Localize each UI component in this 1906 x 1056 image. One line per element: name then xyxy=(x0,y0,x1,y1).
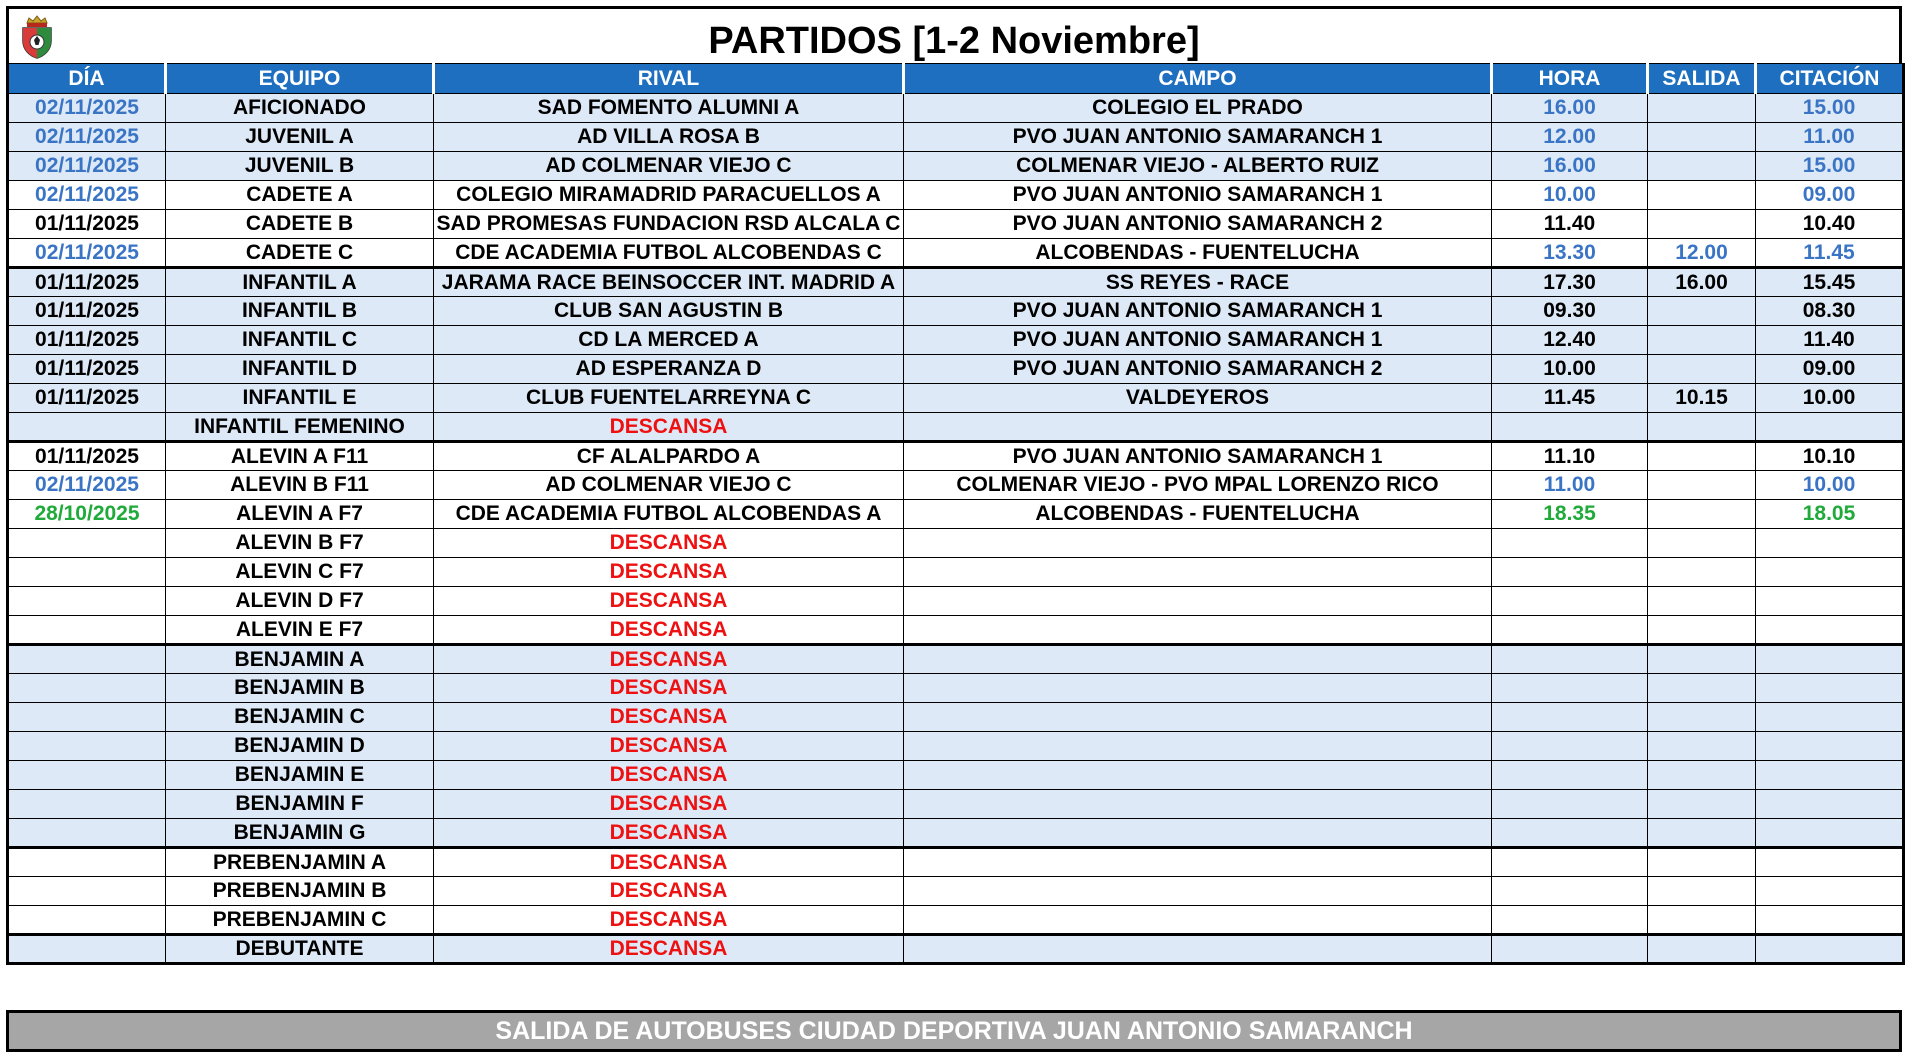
table-row xyxy=(8,442,1904,471)
cell-salida xyxy=(1648,790,1756,819)
cell-rival: DESCANSA xyxy=(434,529,904,558)
cell-hora xyxy=(1492,906,1648,935)
cell-campo xyxy=(904,790,1492,819)
cell-rival: DESCANSA xyxy=(434,645,904,674)
cell-rival: AD VILLA ROSA B xyxy=(434,123,904,152)
cell-citacion xyxy=(1756,703,1904,732)
cell-dia: 02/11/2025 xyxy=(8,181,166,210)
cell-rival: COLEGIO MIRAMADRID PARACUELLOS A xyxy=(434,181,904,210)
cell-campo xyxy=(904,819,1492,848)
column-header-equipo: EQUIPO xyxy=(166,64,434,94)
cell-campo xyxy=(904,413,1492,442)
cell-salida xyxy=(1648,181,1756,210)
cell-citacion: 08.30 xyxy=(1756,297,1904,326)
cell-salida xyxy=(1648,703,1756,732)
cell-dia xyxy=(8,761,166,790)
cell-hora xyxy=(1492,645,1648,674)
cell-equipo: JUVENIL B xyxy=(166,152,434,181)
cell-rival: DESCANSA xyxy=(434,935,904,964)
cell-hora xyxy=(1492,790,1648,819)
cell-citacion: 15.45 xyxy=(1756,268,1904,297)
cell-citacion xyxy=(1756,616,1904,645)
table-row xyxy=(8,761,1904,790)
cell-salida xyxy=(1648,529,1756,558)
cell-citacion: 10.10 xyxy=(1756,442,1904,471)
table-row xyxy=(8,877,1904,906)
cell-rival: SAD FOMENTO ALUMNI A xyxy=(434,94,904,123)
cell-hora xyxy=(1492,877,1648,906)
table-row xyxy=(8,326,1904,355)
cell-rival: DESCANSA xyxy=(434,906,904,935)
cell-equipo: BENJAMIN B xyxy=(166,674,434,703)
cell-citacion xyxy=(1756,645,1904,674)
table-row xyxy=(8,674,1904,703)
table-row xyxy=(8,587,1904,616)
cell-dia xyxy=(8,674,166,703)
cell-campo: PVO JUAN ANTONIO SAMARANCH 2 xyxy=(904,355,1492,384)
cell-hora xyxy=(1492,935,1648,964)
cell-campo: ALCOBENDAS - FUENTELUCHA xyxy=(904,500,1492,529)
cell-hora xyxy=(1492,732,1648,761)
cell-hora: 18.35 xyxy=(1492,500,1648,529)
cell-campo xyxy=(904,587,1492,616)
cell-rival: CD LA MERCED A xyxy=(434,326,904,355)
cell-equipo: AFICIONADO xyxy=(166,94,434,123)
cell-dia: 02/11/2025 xyxy=(8,239,166,268)
cell-hora xyxy=(1492,703,1648,732)
cell-dia: 01/11/2025 xyxy=(8,326,166,355)
cell-dia xyxy=(8,587,166,616)
table-row xyxy=(8,703,1904,732)
cell-campo xyxy=(904,732,1492,761)
table-row xyxy=(8,500,1904,529)
cell-campo xyxy=(904,616,1492,645)
cell-dia xyxy=(8,790,166,819)
cell-dia: 01/11/2025 xyxy=(8,355,166,384)
column-header-citacion: CITACIÓN xyxy=(1756,64,1904,94)
cell-rival: DESCANSA xyxy=(434,413,904,442)
cell-dia: 02/11/2025 xyxy=(8,471,166,500)
cell-campo: COLMENAR VIEJO - ALBERTO RUIZ xyxy=(904,152,1492,181)
cell-equipo: DEBUTANTE xyxy=(166,935,434,964)
cell-rival: DESCANSA xyxy=(434,790,904,819)
cell-dia xyxy=(8,703,166,732)
cell-salida xyxy=(1648,848,1756,877)
cell-rival: CLUB SAN AGUSTIN B xyxy=(434,297,904,326)
table-row xyxy=(8,181,1904,210)
cell-citacion: 18.05 xyxy=(1756,500,1904,529)
cell-salida xyxy=(1648,442,1756,471)
table-row xyxy=(8,906,1904,935)
cell-hora xyxy=(1492,819,1648,848)
cell-hora xyxy=(1492,616,1648,645)
cell-dia xyxy=(8,645,166,674)
cell-citacion: 09.00 xyxy=(1756,181,1904,210)
cell-campo: VALDEYEROS xyxy=(904,384,1492,413)
cell-rival: DESCANSA xyxy=(434,616,904,645)
cell-campo: PVO JUAN ANTONIO SAMARANCH 1 xyxy=(904,181,1492,210)
cell-equipo: BENJAMIN E xyxy=(166,761,434,790)
cell-campo: PVO JUAN ANTONIO SAMARANCH 1 xyxy=(904,123,1492,152)
cell-rival: CDE ACADEMIA FUTBOL ALCOBENDAS A xyxy=(434,500,904,529)
cell-hora: 16.00 xyxy=(1492,94,1648,123)
cell-salida xyxy=(1648,500,1756,529)
column-header-salida: SALIDA xyxy=(1648,64,1756,94)
cell-citacion xyxy=(1756,877,1904,906)
cell-rival: CF ALALPARDO A xyxy=(434,442,904,471)
cell-dia: 02/11/2025 xyxy=(8,152,166,181)
cell-salida xyxy=(1648,558,1756,587)
cell-hora xyxy=(1492,413,1648,442)
cell-campo xyxy=(904,761,1492,790)
table-row xyxy=(8,94,1904,123)
cell-salida xyxy=(1648,152,1756,181)
cell-dia xyxy=(8,877,166,906)
cell-citacion: 15.00 xyxy=(1756,152,1904,181)
cell-equipo: INFANTIL E xyxy=(166,384,434,413)
cell-salida xyxy=(1648,123,1756,152)
page-title: PARTIDOS [1-2 Noviembre] xyxy=(708,20,1200,62)
cell-equipo: BENJAMIN A xyxy=(166,645,434,674)
cell-citacion: 15.00 xyxy=(1756,94,1904,123)
cell-dia: 01/11/2025 xyxy=(8,442,166,471)
cell-campo xyxy=(904,703,1492,732)
table-row xyxy=(8,239,1904,268)
cell-campo: SS REYES - RACE xyxy=(904,268,1492,297)
table-row xyxy=(8,268,1904,297)
table-row xyxy=(8,732,1904,761)
cell-rival: AD ESPERANZA D xyxy=(434,355,904,384)
table-row xyxy=(8,355,1904,384)
table-row xyxy=(8,297,1904,326)
cell-campo xyxy=(904,558,1492,587)
cell-salida xyxy=(1648,935,1756,964)
title-bar xyxy=(6,6,1902,63)
cell-rival: SAD PROMESAS FUNDACION RSD ALCALA C xyxy=(434,210,904,239)
cell-equipo: PREBENJAMIN C xyxy=(166,906,434,935)
cell-equipo: CADETE B xyxy=(166,210,434,239)
table-header-row xyxy=(8,64,1904,94)
cell-hora: 11.10 xyxy=(1492,442,1648,471)
cell-hora: 12.40 xyxy=(1492,326,1648,355)
cell-equipo: CADETE A xyxy=(166,181,434,210)
cell-hora: 12.00 xyxy=(1492,123,1648,152)
cell-dia xyxy=(8,819,166,848)
cell-campo xyxy=(904,674,1492,703)
cell-equipo: INFANTIL A xyxy=(166,268,434,297)
cell-salida xyxy=(1648,413,1756,442)
cell-equipo: PREBENJAMIN A xyxy=(166,848,434,877)
table-row xyxy=(8,819,1904,848)
column-header-campo: CAMPO xyxy=(904,64,1492,94)
cell-equipo: ALEVIN B F11 xyxy=(166,471,434,500)
cell-citacion: 11.45 xyxy=(1756,239,1904,268)
table-row xyxy=(8,558,1904,587)
cell-dia xyxy=(8,413,166,442)
column-header-dia: DÍA xyxy=(8,64,166,94)
cell-hora xyxy=(1492,529,1648,558)
cell-campo: PVO JUAN ANTONIO SAMARANCH 1 xyxy=(904,297,1492,326)
cell-campo: PVO JUAN ANTONIO SAMARANCH 1 xyxy=(904,326,1492,355)
cell-dia xyxy=(8,935,166,964)
cell-equipo: BENJAMIN F xyxy=(166,790,434,819)
cell-hora: 10.00 xyxy=(1492,181,1648,210)
cell-campo: ALCOBENDAS - FUENTELUCHA xyxy=(904,239,1492,268)
cell-salida xyxy=(1648,761,1756,790)
cell-dia: 01/11/2025 xyxy=(8,210,166,239)
cell-campo: PVO JUAN ANTONIO SAMARANCH 2 xyxy=(904,210,1492,239)
cell-campo: COLMENAR VIEJO - PVO MPAL LORENZO RICO xyxy=(904,471,1492,500)
cell-equipo: INFANTIL D xyxy=(166,355,434,384)
cell-salida xyxy=(1648,674,1756,703)
cell-equipo: ALEVIN B F7 xyxy=(166,529,434,558)
cell-citacion xyxy=(1756,732,1904,761)
cell-citacion: 10.00 xyxy=(1756,384,1904,413)
cell-salida xyxy=(1648,210,1756,239)
cell-citacion: 11.40 xyxy=(1756,326,1904,355)
cell-equipo: ALEVIN E F7 xyxy=(166,616,434,645)
table-row xyxy=(8,384,1904,413)
cell-citacion: 10.40 xyxy=(1756,210,1904,239)
cell-equipo: PREBENJAMIN B xyxy=(166,877,434,906)
cell-hora: 09.30 xyxy=(1492,297,1648,326)
cell-rival: CLUB FUENTELARREYNA C xyxy=(434,384,904,413)
cell-dia: 02/11/2025 xyxy=(8,123,166,152)
table-row xyxy=(8,471,1904,500)
cell-campo xyxy=(904,906,1492,935)
table-row xyxy=(8,210,1904,239)
cell-salida xyxy=(1648,355,1756,384)
cell-citacion xyxy=(1756,790,1904,819)
cell-rival: JARAMA RACE BEINSOCCER INT. MADRID A xyxy=(434,268,904,297)
cell-salida xyxy=(1648,587,1756,616)
cell-rival: AD COLMENAR VIEJO C xyxy=(434,471,904,500)
cell-equipo: ALEVIN C F7 xyxy=(166,558,434,587)
table-body xyxy=(8,94,1904,964)
cell-citacion xyxy=(1756,529,1904,558)
cell-campo xyxy=(904,848,1492,877)
cell-dia xyxy=(8,848,166,877)
cell-equipo: ALEVIN D F7 xyxy=(166,587,434,616)
cell-rival: DESCANSA xyxy=(434,703,904,732)
schedule-sheet xyxy=(6,6,1902,965)
cell-equipo: CADETE C xyxy=(166,239,434,268)
cell-salida xyxy=(1648,326,1756,355)
cell-dia xyxy=(8,558,166,587)
table-row xyxy=(8,790,1904,819)
cell-salida xyxy=(1648,819,1756,848)
cell-rival: AD COLMENAR VIEJO C xyxy=(434,152,904,181)
cell-dia xyxy=(8,529,166,558)
table-row xyxy=(8,123,1904,152)
matches-table xyxy=(6,63,1905,965)
cell-rival: DESCANSA xyxy=(434,587,904,616)
cell-equipo: INFANTIL B xyxy=(166,297,434,326)
cell-rival: DESCANSA xyxy=(434,732,904,761)
cell-citacion xyxy=(1756,848,1904,877)
cell-salida: 12.00 xyxy=(1648,239,1756,268)
cell-salida xyxy=(1648,645,1756,674)
table-row xyxy=(8,413,1904,442)
cell-dia xyxy=(8,906,166,935)
column-header-rival: RIVAL xyxy=(434,64,904,94)
cell-salida xyxy=(1648,471,1756,500)
cell-campo xyxy=(904,645,1492,674)
cell-dia: 01/11/2025 xyxy=(8,384,166,413)
cell-hora: 10.00 xyxy=(1492,355,1648,384)
cell-rival: DESCANSA xyxy=(434,558,904,587)
cell-dia xyxy=(8,616,166,645)
cell-equipo: INFANTIL C xyxy=(166,326,434,355)
cell-equipo: JUVENIL A xyxy=(166,123,434,152)
cell-campo: COLEGIO EL PRADO xyxy=(904,94,1492,123)
cell-hora xyxy=(1492,848,1648,877)
cell-citacion xyxy=(1756,761,1904,790)
cell-citacion xyxy=(1756,558,1904,587)
cell-equipo: ALEVIN A F11 xyxy=(166,442,434,471)
cell-citacion xyxy=(1756,935,1904,964)
cell-equipo: ALEVIN A F7 xyxy=(166,500,434,529)
table-row xyxy=(8,616,1904,645)
cell-hora xyxy=(1492,761,1648,790)
cell-hora xyxy=(1492,558,1648,587)
cell-hora xyxy=(1492,587,1648,616)
table-row xyxy=(8,935,1904,964)
cell-equipo: BENJAMIN C xyxy=(166,703,434,732)
cell-rival: DESCANSA xyxy=(434,819,904,848)
cell-salida xyxy=(1648,732,1756,761)
cell-campo xyxy=(904,877,1492,906)
table-row xyxy=(8,152,1904,181)
cell-salida: 16.00 xyxy=(1648,268,1756,297)
cell-rival: DESCANSA xyxy=(434,674,904,703)
cell-campo: PVO JUAN ANTONIO SAMARANCH 1 xyxy=(904,442,1492,471)
cell-rival: DESCANSA xyxy=(434,761,904,790)
cell-citacion xyxy=(1756,674,1904,703)
cell-hora xyxy=(1492,674,1648,703)
cell-citacion xyxy=(1756,587,1904,616)
cell-rival: CDE ACADEMIA FUTBOL ALCOBENDAS C xyxy=(434,239,904,268)
cell-hora: 11.45 xyxy=(1492,384,1648,413)
cell-campo xyxy=(904,529,1492,558)
cell-dia: 01/11/2025 xyxy=(8,268,166,297)
cell-citacion: 10.00 xyxy=(1756,471,1904,500)
cell-citacion xyxy=(1756,906,1904,935)
bus-departure-footer: SALIDA DE AUTOBUSES CIUDAD DEPORTIVA JUAN ANTONIO SAMARANCH xyxy=(6,1010,1902,1052)
cell-hora: 16.00 xyxy=(1492,152,1648,181)
cell-citacion: 09.00 xyxy=(1756,355,1904,384)
cell-campo xyxy=(904,935,1492,964)
cell-equipo: BENJAMIN G xyxy=(166,819,434,848)
cell-citacion xyxy=(1756,413,1904,442)
table-row xyxy=(8,529,1904,558)
cell-citacion xyxy=(1756,819,1904,848)
column-header-hora: HORA xyxy=(1492,64,1648,94)
table-row xyxy=(8,645,1904,674)
cell-hora: 13.30 xyxy=(1492,239,1648,268)
cell-salida xyxy=(1648,297,1756,326)
cell-hora: 11.00 xyxy=(1492,471,1648,500)
cell-hora: 17.30 xyxy=(1492,268,1648,297)
cell-salida xyxy=(1648,906,1756,935)
cell-dia: 28/10/2025 xyxy=(8,500,166,529)
table-row xyxy=(8,848,1904,877)
cell-rival: DESCANSA xyxy=(434,877,904,906)
cell-salida xyxy=(1648,877,1756,906)
cell-salida: 10.15 xyxy=(1648,384,1756,413)
cell-dia: 02/11/2025 xyxy=(8,94,166,123)
cell-dia: 01/11/2025 xyxy=(8,297,166,326)
cell-equipo: BENJAMIN D xyxy=(166,732,434,761)
cell-citacion: 11.00 xyxy=(1756,123,1904,152)
cell-equipo: INFANTIL FEMENINO xyxy=(166,413,434,442)
cell-salida xyxy=(1648,616,1756,645)
cell-hora: 11.40 xyxy=(1492,210,1648,239)
cell-rival: DESCANSA xyxy=(434,848,904,877)
cell-salida xyxy=(1648,94,1756,123)
cell-dia xyxy=(8,732,166,761)
